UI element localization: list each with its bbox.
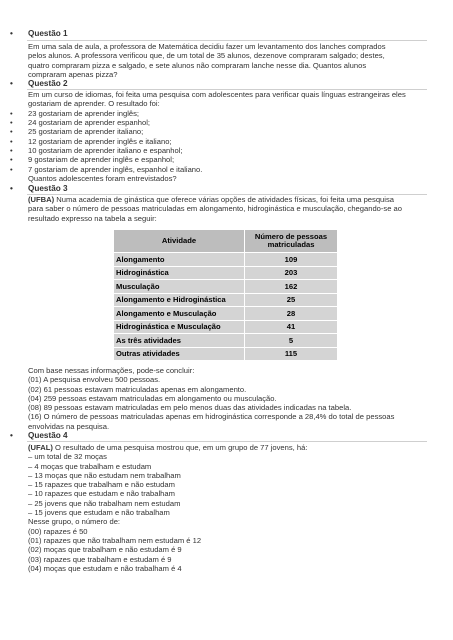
document-page: • Questão 1 Em uma sala de aula, a professora de Matemática decidiu fazer um levantamento dos lanches comprados pelos alunos. A professora verificou que, de um total de 35 alunos, dezenove compraram salgado; destes, quatro compraram pizza e salgado, e sete alunos não compraram lanche nesse dia. Quantos alunos compraram apenas pizza? • Questão 2 Em um curso de idiomas, foi feita uma pesquisa com adolescentes para verificar quais línguas estrangeiras eles gostariam de aprender. O resultado foi: • 23 gostariam de aprender inglês; • 24 gostariam de aprender espanhol; • 25 gostariam de aprender italiano; • 12 gostariam de aprender inglês e italiano; • 10 gostariam de aprender italiano e espanhol; • 9 gostariam de aprender inglês e espanhol; • 7 gostariam de aprender inglês, espanhol e italiano. Quantos adolescentes foram entrevistados? • Questão 3 (UFBA) Numa academia de ginástica que oferece várias opções de atividades físicas, foi feita uma pesquisa para saber o número de pessoas matriculadas em alongamento, hidroginástica e musculação, chegando-se ao resultado expresso na tabela a seguir: Atividade Número de pessoas matriculadas Alongamento 109 Hidroginástica 203 Musculação 162 Alongamento e Hidroginástica 25 Alongamento e Musculação 28 Hidroginástica e Musculação 41 As três atividades 5 Outras atividades 115 Com base nessas informações, pode-se concluir: (01) A pesquisa envolveu 500 pessoas. (02) 61 pessoas estavam matriculadas apenas em alongamento. (04) 259 pessoas estavam matriculadas em alongamento ou musculação. (08) 89 pessoas estavam matriculadas em pelo menos duas das atividades indicadas na tabela. (16) O número de pessoas matriculadas apenas em hidroginástica corresponde a 28,4% do total de pessoas envolvidas na pesquisa. • Questão 4 (UFAL) O resultado de uma pesquisa mostrou que, em um grupo de 77 jovens, há: – um total de 32 moças – 4 moças que trabalham e estudam – 13 moças que não estudam nem trabalham – 15 rapazes que trabalham e não estudam – 10 rapazes que estudam e não trabalham – 25 jovens que não trabalham nem estudam – 15 jovens que estudam e não trabalham Nesse grupo, o número de: (00) rapazes é 50 (01) rapazes que não trabalham nem estudam é 12 (02) moças que trabalham e não estudam é 9 (03) rapazes que trabalham e estudam é 9 (04) moças que estudam e não trabalham é 4: [0, 0, 453, 640]
q2-question: Quantos adolescentes foram entrevistados?: [28, 174, 177, 183]
q1-text: Em uma sala de aula, a professora de Matemática decidiu fazer um levantamento dos lanches comprados pelos alunos. A professora verificou que, de um total de 35 alunos, dezenove compraram salgado; destes, quatro compraram pizza e salgado, e sete alunos não compraram lanche nesse dia. Quantos alunos compraram apenas pizza?: [28, 42, 386, 79]
table-row: Alongamento e Hidroginástica 25: [114, 293, 338, 307]
header-activity: Atividade: [114, 230, 245, 253]
table-row: Hidroginástica e Musculação 41: [114, 320, 338, 334]
separator: [27, 441, 427, 442]
bullet-icon: •: [10, 146, 13, 155]
separator: [27, 40, 427, 41]
bullet-icon: •: [10, 118, 13, 127]
bullet-icon: •: [10, 155, 13, 164]
bullet-icon: •: [10, 29, 13, 38]
table-row: Alongamento 109: [114, 253, 338, 267]
q3-intro: (UFBA) Numa academia de ginástica que oferece várias opções de atividades físicas, foi feita uma pesquisa para saber o número de pessoas matriculadas em alongamento, hidroginástica e musculação, chegando-se ao resultado expresso na tabela a seguir:: [28, 195, 403, 223]
header-count: Número de pessoas matriculadas: [245, 230, 338, 253]
bullet-icon: •: [10, 127, 13, 136]
table-row: Alongamento e Musculação 28: [114, 307, 338, 321]
q3-source: (UFBA): [28, 195, 55, 204]
q4-source: (UFAL): [28, 443, 53, 452]
table-row: Musculação 162: [114, 280, 338, 294]
bullet-icon: •: [10, 184, 13, 193]
q2-intro: Em um curso de idiomas, foi feita uma pesquisa com adolescentes para verificar quais línguas estrangeiras eles gostariam de aprender. O resultado foi:: [28, 90, 406, 109]
table-row: Outras atividades 115: [114, 347, 338, 361]
activities-table: [113, 229, 338, 361]
q3-statements: Com base nessas informações, pode-se concluir: (01) A pesquisa envolveu 500 pessoas. (02) 61 pessoas estavam matriculadas apenas em alongamento. (04) 259 pessoas estavam matriculadas em alongamento ou musculação. (08) 89 pessoas estavam matriculadas em pelo menos duas das atividades indicadas na tabela. (16) O número de pessoas matriculadas apenas em hidroginástica corresponde a 28,4% do total de pessoas envolvidas na pesquisa.: [28, 366, 395, 431]
bullet-icon: •: [10, 79, 13, 88]
bullet-icon: •: [10, 431, 13, 440]
table-row: Hidroginástica 203: [114, 266, 338, 280]
bullet-icon: •: [10, 137, 13, 146]
bullet-icon: •: [10, 165, 13, 174]
bullet-icon: •: [10, 109, 13, 118]
table-header-row: [114, 230, 338, 253]
q4-text: (UFAL) O resultado de uma pesquisa mostrou que, em um grupo de 77 jovens, há: – um total de 32 moças – 4 moças que trabalham e estudam – 13 moças que não estudam nem trabalham – 15 rapazes que trabalham e não estudam – 10 rapazes que estudam e não trabalham – 25 jovens que não trabalham nem estudam – 15 jovens que estudam e não trabalham Nesse grupo, o número de: (00) rapazes é 50 (01) rapazes que não trabalham nem estudam é 12 (02) moças que trabalham e não estudam é 9 (03) rapazes que trabalham e estudam é 9 (04) moças que estudam e não trabalham é 4: [28, 443, 308, 573]
table-row: As três atividades 5: [114, 334, 338, 348]
